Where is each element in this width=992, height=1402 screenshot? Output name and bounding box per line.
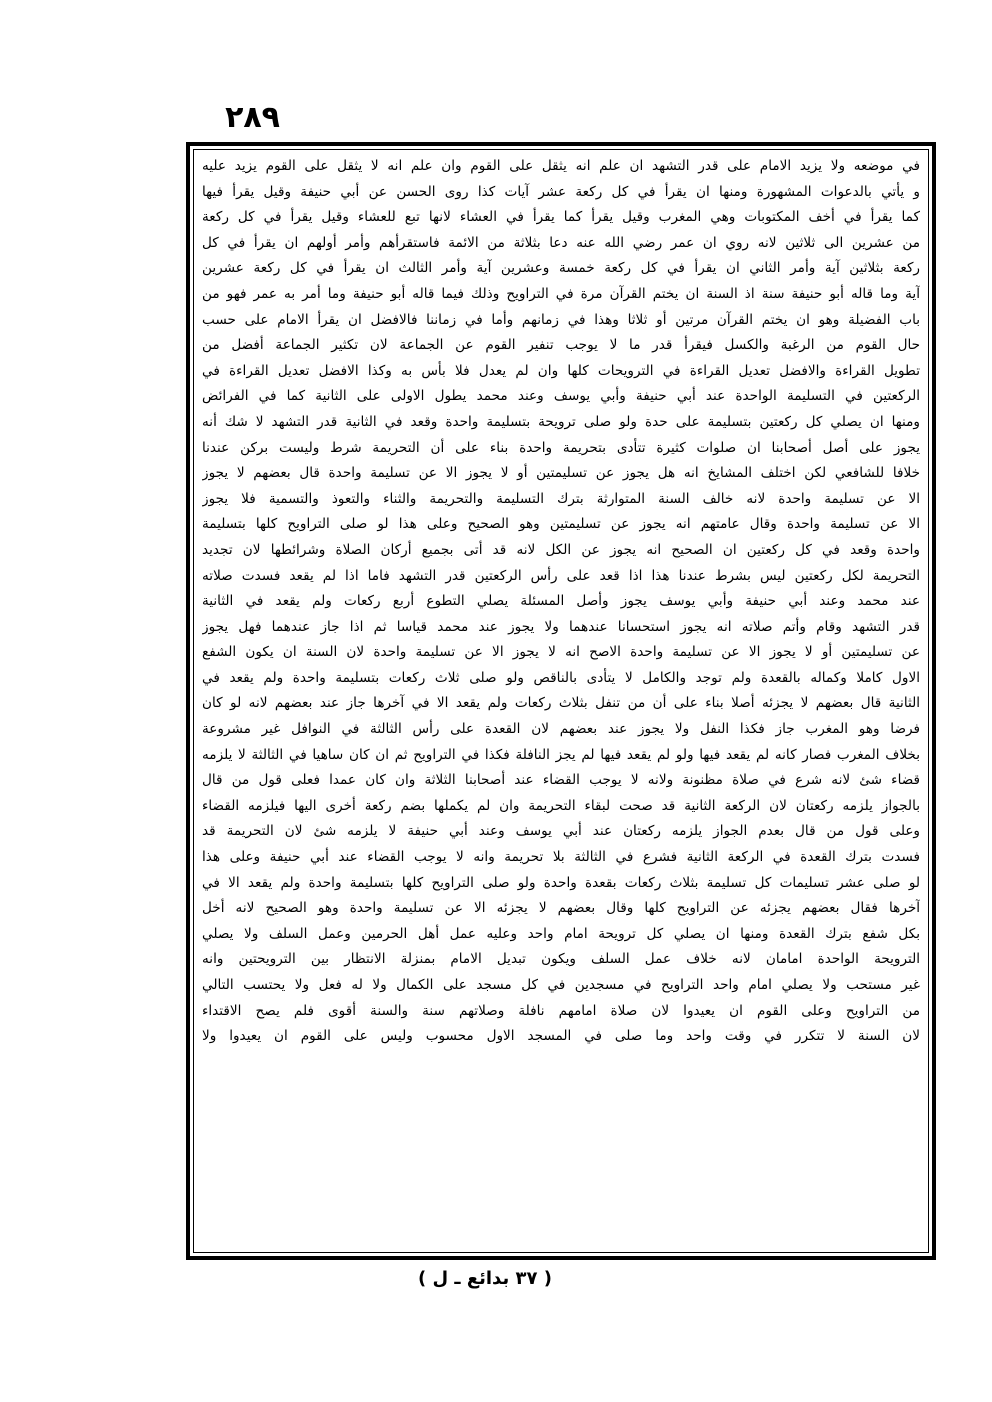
text-line: حال القوم من الرغبة والكسل فيقرأ قدر ما لا يوجب تنفير القوم عن الجماعة لان تكثير الجماعة أفضل من <box>202 337 920 354</box>
text-line: خلافا للشافعي لكن اختلف المشايخ انه هل يجوز عن تسليمتين أو لا يجوز الا عن تسليمة واحدة قال بعضهم لا يجوز <box>202 465 920 482</box>
text-line: عن تسليمتين أو لا يجوز الا عن تسليمة واحدة الاصح انه لا يجوز الا عن تسليمة واحدة لان السنة ان يكون الشفع <box>202 644 920 661</box>
text-line: الا عن تسليمة واحدة وقال عامتهم انه يجوز عن تسليمتين وهو الصحيح وعلى هذا لو صلى التراويح كلها بتسليمة <box>202 516 920 533</box>
text-line: الثانية قال بعضهم لا يجزئه أصلا بناء على أن من تنفل بثلاث ركعات ولم يقعد الا في آخرها جاز عند بعضهم لانه لو كان <box>202 695 920 712</box>
page-number: ٢٨٩ <box>225 100 280 135</box>
text-line: لو صلى عشر تسليمات كل تسليمة بثلاث ركعات بقعدة واحدة ولو صلى التراويح كلها بتسليمة واحدة ولم يقعد الا في <box>202 874 920 891</box>
text-line: قضاء شئ لانه شرع في صلاة مظنونة ولانه لا يوجب القضاء عند أصحابنا الثلاثة وان كان عمدا فعلى قول من قال <box>202 772 920 789</box>
text-line: فسدت بترك القعدة في الركعة الثانية فشرع في الثالثة بلا تحريمة وانه لا يوجب القضاء عند أبي حنيفة وعلى هذا <box>202 849 920 866</box>
text-frame <box>186 142 936 1260</box>
text-line: بالجواز يلزمه ركعتان لان الركعة الثانية قد صحت لبقاء التحريمة وان لم يكملها بضم ركعة أخرى اليها فيلزمه القضاء <box>202 797 920 814</box>
text-line: في موضعه ولا يزيد الامام على قدر التشهد ان علم انه يثقل على القوم وان علم انه لا يثقل على القوم يزيد عليه <box>202 158 920 174</box>
text-line: آية وما قاله أبو حنيفة سنة اذ السنة ان يختم القرآن مرة في التراويح وذلك فيما قاله أبو حنيفة وما أمر به عمر فهو من <box>202 285 920 302</box>
text-line: ومنها ان يصلي كل ركعتين بتسليمة على حدة ولو صلى ترويحة بتسليمة واحدة وقعد في الثانية قدر التشهد لا شك أنه <box>202 413 920 430</box>
text-line: آخرها فقال بعضهم يجزئه عن التراويح كلها وقال بعضهم لا يجزئه الا عن تسليمة واحدة وهو الصحيح لانه أخل <box>202 900 920 917</box>
text-line: بخلاف المغرب فصار كانه لم يقعد فيها ولو لم يقعد فيها لم يجز النافلة فكذا في التراويح ثم ان كان ساهيا في الثالثة لا يلزمه <box>202 746 920 763</box>
text-line: يجوز على أصل أصحابنا ان صلوات كثيرة تتأدى بتحريمة واحدة بناء على أن التحريمة شرط وليست بركن عندنا <box>202 439 920 456</box>
text-line: وعلى قول من قال بعدم الجواز يلزمه ركعتان عند أبي يوسف وعند أبي حنيفة لا يلزمه شئ لان التحريمة قد <box>202 823 920 840</box>
text-line: ركعة بثلاثين آية وأمر الثاني ان يقرأ في كل ركعة خمسة وعشرين آية وأمر الثالث ان يقرأ في كل ركعة عشرين <box>202 260 920 277</box>
text-line: كما يقرأ في أخف المكتوبات وهي المغرب وقيل يقرأ كما يقرأ في العشاء لانها تبع للعشاء وقيل يقرأ في كل ركعة <box>202 209 920 226</box>
text-line: الا عن تسليمة واحدة لانه خالف السنة المتوارثة بترك التسليمة والتحريمة والثناء والتعوذ والتسمية فلا يجوز <box>202 490 920 507</box>
text-line: واحدة وقعد في كل ركعتين ان الصحيح انه يجوز عن الكل لانه قد أتى بجميع أركان الصلاة وشرائطها لان تجديد <box>202 541 920 558</box>
text-line: التحريمة لكل ركعتين ليس بشرط عندنا هذا اذا قعد على رأس الركعتين قدر التشهد فاما اذا لم يقعد فسدت صلاته <box>202 567 920 584</box>
text-line: فرضا وهو المغرب جاز فكذا النفل ولا يجوز عند بعضهم لان القعدة على رأس الثالثة في النوافل غير مشروعة <box>202 721 920 738</box>
text-line: تطويل القراءة والافضل تعديل القراءة في الترويحات كلها وان لم يعدل فلا بأس به وكذا الافضل تعديل القراءة في <box>202 362 920 379</box>
text-line: قدر التشهد وقام وأتم صلاته انه يجوز استحسانا عندهما ولا يجوز عند محمد قياسا ثم اذا جاز عندهما فهل يجوز <box>202 618 920 635</box>
text-line: عند محمد وعند أبي حنيفة وأبي يوسف يجوز وأصل المسئلة يصلي التطوع أربع ركعات ولم يقعد في الثانية <box>202 593 920 610</box>
text-line: لان السنة لا تتكرر في وقت واحد وما صلى في المسجد الاول محسوب وليس على القوم ان يعيدوا ولا <box>202 1028 920 1045</box>
text-body <box>202 154 920 1248</box>
text-line: باب الفضيلة وهو ان يختم القرآن مرتين أو ثلاثا وهذا في زمانهم وأما في زماننا فالافضل ان يقرأ الامام على حسب <box>202 311 920 328</box>
text-line: الاول كاملا وكماله بالقعدة ولم توجد والكامل لا يتأدى بالناقص ولو صلى ثلاث ركعات بتسليمة واحدة ولم يقعد في <box>202 669 920 686</box>
text-line: الركعتين في التسليمة الواحدة عند أبي حنيفة وأبي يوسف وعند محمد يطول الاولى على الثانية كما في الفرائض <box>202 388 920 405</box>
text-line: من عشرين الى ثلاثين لانه روي ان عمر رضي الله عنه دعا بثلاثة من الائمة فاستقرأهم وأمر أولهم ان يقرأ في كل <box>202 234 920 251</box>
text-line: بكل شفع بترك القعدة ومنها ان يصلي كل ترويحة امام واحد وعليه عمل أهل الحرمين وعمل السلف ولا يصلي <box>202 925 920 942</box>
text-line: غير مستحب ولا يصلي امام واحد التراويح في مسجدين في كل مسجد على الكمال ولا له فعل ولا يحتسب التالي <box>202 977 920 993</box>
text-line: الترويحة الواحدة امامان لانه خلاف عمل السلف ويكون تبديل الامام بمنزلة الانتظار بين الترويحتين وانه <box>202 951 920 968</box>
page-footer: ( ٣٧ بدائع ـ ل ) <box>418 1268 552 1289</box>
text-line: و يأتي بالدعوات المشهورة ومنها ان يقرأ في كل ركعة عشر آيات كذا روى الحسن عن أبي حنيفة وقيل يقرأ فيها <box>202 183 920 200</box>
text-line: من التراويح وعلى القوم ان يعيدوا لان صلاة امامهم نافلة وصلاتهم سنة والسنة أقوى فلم يصح الاقتداء <box>202 1002 920 1019</box>
